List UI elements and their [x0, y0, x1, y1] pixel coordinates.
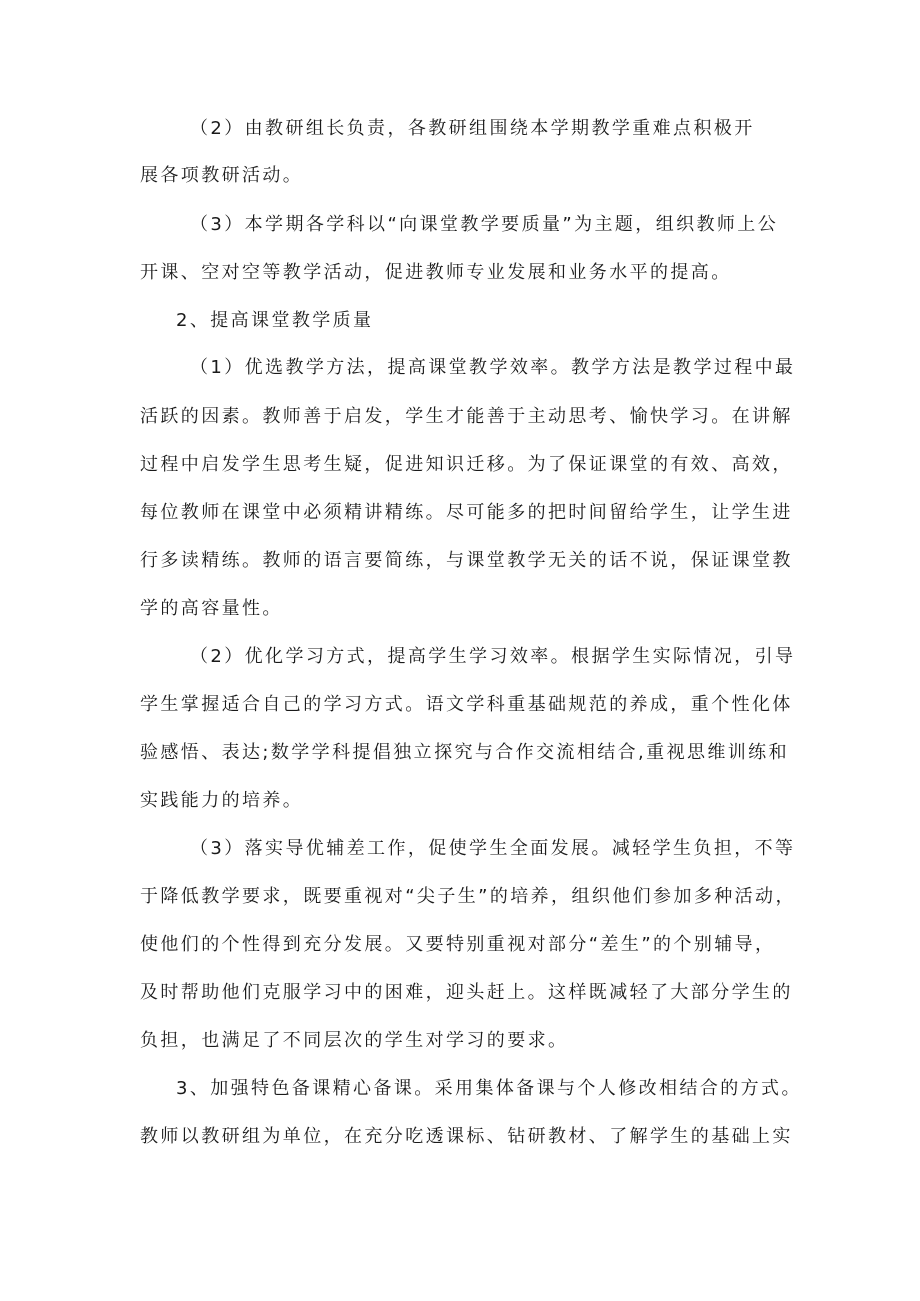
text-line: 学生掌握适合自己的学习方式。语文学科重基础规范的养成，重个性化体 [140, 694, 793, 715]
text-line: （2）由教研组长负责，各教研组围绕本学期教学重难点积极开 [190, 118, 755, 139]
text-line: 验感悟、表达;数学学科提倡独立探究与合作交流相结合,重视思维训练和 [140, 742, 789, 763]
text-line: 过程中启发学生思考生疑，促进知识迁移。为了保证课堂的有效、高效， [140, 454, 793, 475]
text-line: （1）优选教学方法，提高课堂教学效率。教学方法是教学过程中最 [190, 357, 796, 378]
text-line: 行多读精练。教师的语言要简练，与课堂教学无关的话不说，保证课堂教 [140, 550, 793, 571]
text-line: （3）落实导优辅差工作，促使学生全面发展。减轻学生负担，不等 [190, 838, 796, 859]
text-line: 开课、空对空等教学活动，促进教师专业发展和业务水平的提高。 [140, 262, 732, 283]
section-heading: 3、加强特色备课精心备课。采用集体备课与个人修改相结合的方式。 [176, 1078, 802, 1099]
text-line: 教师以教研组为单位，在充分吃透课标、钻研教材、了解学生的基础上实 [140, 1126, 793, 1147]
text-line: 使他们的个性得到充分发展。又要特别重视对部分“差生”的个别辅导， [140, 934, 776, 955]
text-line: 实践能力的培养。 [140, 790, 304, 811]
text-line: 负担，也满足了不同层次的学生对学习的要求。 [140, 1030, 569, 1051]
text-line: （3）本学期各学科以“向课堂教学要质量”为主题，组织教师上公 [190, 214, 779, 235]
text-line: （2）优化学习方式，提高学生学习效率。根据学生实际情况，引导 [190, 646, 796, 667]
text-line: 活跃的因素。教师善于启发，学生才能善于主动思考、愉快学习。在讲解 [140, 406, 793, 427]
section-heading: 2、提高课堂教学质量 [176, 310, 374, 331]
text-line: 及时帮助他们克服学习中的困难，迎头赶上。这样既减轻了大部分学生的 [140, 982, 793, 1003]
text-line: 学的高容量性。 [140, 598, 283, 619]
text-line: 每位教师在课堂中必须精讲精练。尽可能多的把时间留给学生，让学生进 [140, 502, 793, 523]
text-line: 于降低教学要求，既要重视对“尖子生”的培养，组织他们参加多种活动， [140, 886, 796, 907]
text-line: 展各项教研活动。 [140, 165, 304, 186]
